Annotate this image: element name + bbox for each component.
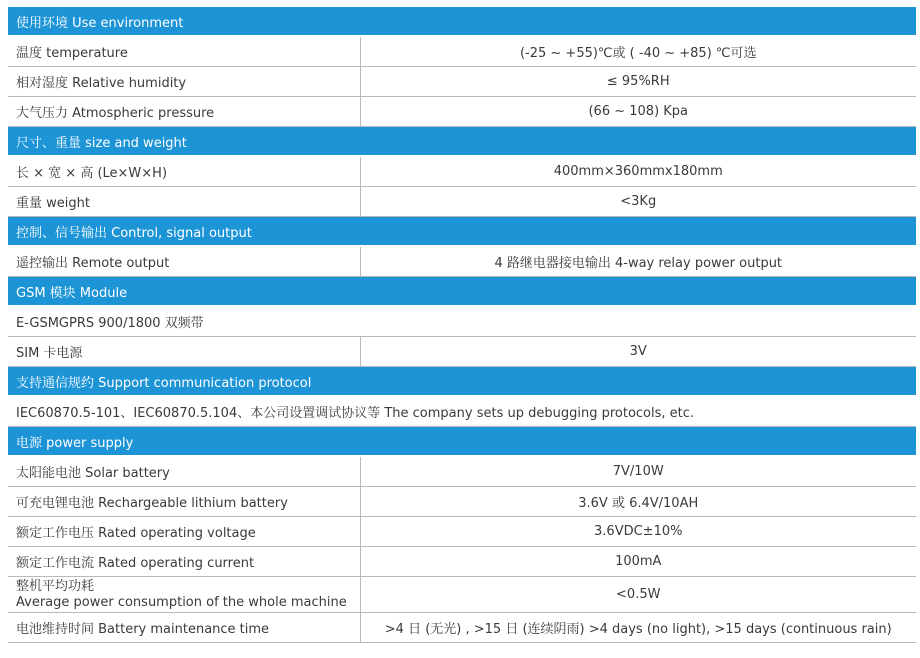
row-label: 大气压力 Atmospheric pressure <box>8 97 360 127</box>
row-value: >4 日 (无光) , >15 日 (连续阴雨) >4 days (no light), >15 days (continuous rain) <box>360 613 916 643</box>
row-value: 7V/10W <box>360 456 916 487</box>
row-label <box>8 577 360 613</box>
section-title: 控制、信号输出 Control, signal output <box>8 217 916 247</box>
table-row <box>8 577 916 613</box>
row-value: (-25 ~ +55)℃或 ( -40 ~ +85) ℃可选 <box>360 36 916 67</box>
spec-table <box>8 7 916 643</box>
row-full-text: IEC60870.5-101、IEC60870.5.104、本公司设置调试协议等 The company sets up debugging protocols, etc. <box>8 396 916 427</box>
table-row <box>8 67 916 97</box>
row-value: 3.6VDC±10% <box>360 517 916 547</box>
row-label: 可充电锂电池 Rechargeable lithium battery <box>8 487 360 517</box>
row-label: 太阳能电池 Solar battery <box>8 456 360 487</box>
section-header-use-environment <box>8 7 916 36</box>
row-value: <3Kg <box>360 187 916 217</box>
table-row <box>8 337 916 367</box>
section-title: 支持通信规约 Support communication protocol <box>8 367 916 397</box>
table-row <box>8 517 916 547</box>
row-label: 遥控输出 Remote output <box>8 246 360 277</box>
row-label-line-1: 整机平均功耗 <box>16 578 95 594</box>
table-row <box>8 36 916 67</box>
section-title: 尺寸、重量 size and weight <box>8 127 916 157</box>
row-label: 额定工作电压 Rated operating voltage <box>8 517 360 547</box>
table-row <box>8 487 916 517</box>
row-value: 3.6V 或 6.4V/10AH <box>360 487 916 517</box>
row-value: 100mA <box>360 547 916 577</box>
section-title: GSM 模块 Module <box>8 277 916 307</box>
table-row <box>8 613 916 643</box>
row-value: (66 ~ 108) Kpa <box>360 97 916 127</box>
row-value: ≤ 95%RH <box>360 67 916 97</box>
table-row <box>8 97 916 127</box>
table-row <box>8 396 916 427</box>
row-label-line-2: Average power consumption of the whole machine <box>16 594 347 610</box>
row-value: 4 路继电器接电输出 4-way relay power output <box>360 246 916 277</box>
row-label: 相对湿度 Relative humidity <box>8 67 360 97</box>
section-header-power-supply <box>8 427 916 457</box>
row-value: <0.5W <box>360 577 916 613</box>
table-row <box>8 156 916 187</box>
section-header-gsm-module <box>8 277 916 307</box>
table-row <box>8 547 916 577</box>
row-label: 温度 temperature <box>8 36 360 67</box>
section-header-size-weight <box>8 127 916 157</box>
row-value: 400mm×360mmx180mm <box>360 156 916 187</box>
row-label: 重量 weight <box>8 187 360 217</box>
table-row <box>8 187 916 217</box>
table-row <box>8 246 916 277</box>
row-label: 电池维持时间 Battery maintenance time <box>8 613 360 643</box>
row-label: SIM 卡电源 <box>8 337 360 367</box>
row-full-text: E-GSMGPRS 900/1800 双频带 <box>8 306 916 337</box>
table-row <box>8 306 916 337</box>
section-header-control-signal <box>8 217 916 247</box>
row-value: 3V <box>360 337 916 367</box>
section-header-communication-protocol <box>8 367 916 397</box>
table-row <box>8 456 916 487</box>
row-label: 长 × 宽 × 高 (Le×W×H) <box>8 156 360 187</box>
row-label: 额定工作电流 Rated operating current <box>8 547 360 577</box>
section-title: 电源 power supply <box>8 427 916 457</box>
section-title: 使用环境 Use environment <box>8 7 916 36</box>
